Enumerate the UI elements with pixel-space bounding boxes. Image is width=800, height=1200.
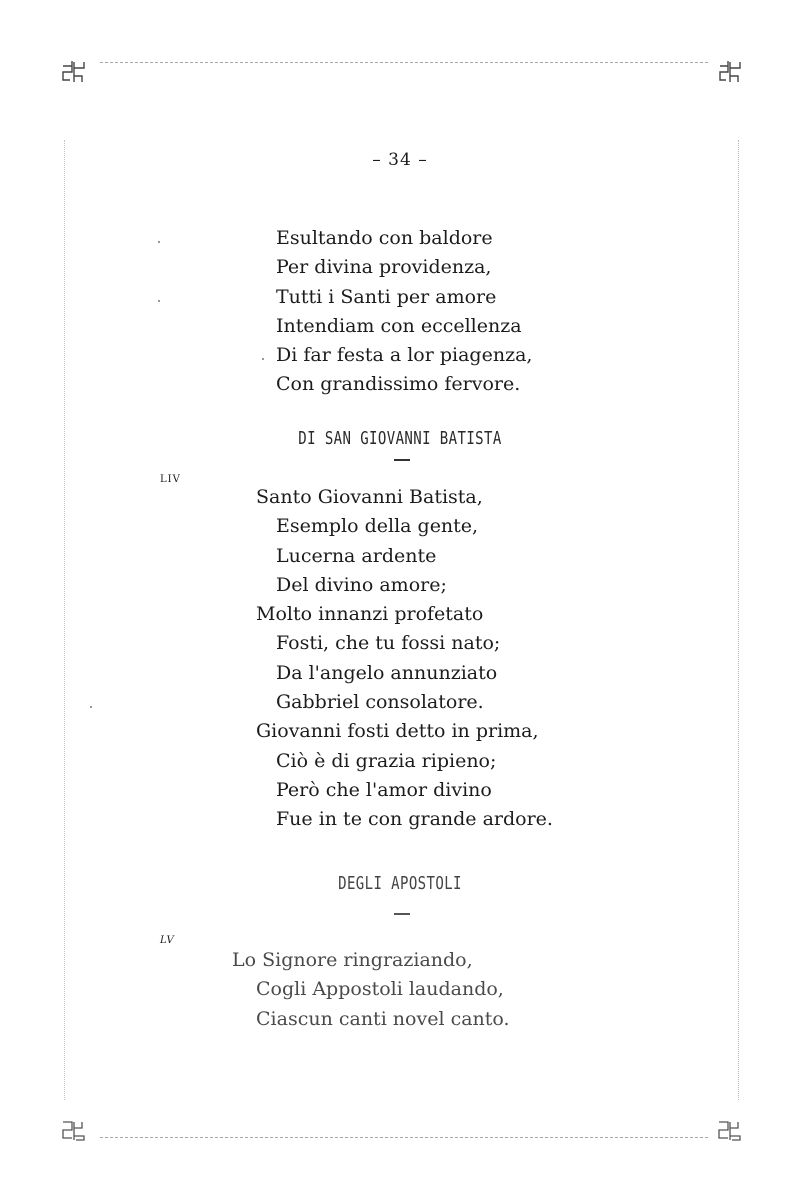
verse-line: Molto innanzi profetato — [256, 603, 484, 626]
verse-line: Con grandissimo fervore. — [276, 373, 521, 396]
verse-line: Ciascun canti novel canto. — [256, 1007, 510, 1030]
verse-line: Intendiam con eccellenza — [276, 314, 522, 337]
verse-line: Gabbriel consolatore. — [276, 691, 484, 714]
section-number: LV — [160, 935, 175, 946]
heading-dash — [394, 913, 410, 915]
section-heading: DEGLI APOSTOLI — [338, 873, 462, 894]
verse-line: Ciò è di grazia ripieno; — [276, 749, 497, 772]
frame-bottom-rule — [100, 1137, 708, 1138]
heading-dash — [394, 459, 410, 461]
verse-line: Tutti i Santi per amore — [276, 285, 497, 308]
corner-ornament-icon — [60, 1116, 88, 1144]
corner-ornament-icon — [716, 1116, 744, 1144]
paper-speck — [158, 300, 160, 302]
paper-speck — [90, 706, 92, 708]
frame-left-rule — [64, 140, 65, 1100]
verse-line: Lucerna ardente — [276, 544, 437, 567]
section-heading: DI SAN GIOVANNI BATISTA — [298, 428, 502, 449]
frame-top-rule — [100, 62, 708, 63]
verse-line: Cogli Appostoli laudando, — [256, 978, 504, 1001]
apostoli-poem — [232, 946, 510, 1034]
paper-speck — [262, 358, 264, 360]
san-giovanni-poem — [256, 483, 553, 835]
verse-line: Esemplo della gente, — [276, 515, 479, 538]
section-number: LIV — [160, 474, 181, 485]
verse-line: Fue in te con grande ardore. — [276, 808, 553, 831]
corner-ornament-icon — [716, 58, 744, 86]
verse-line: Lo Signore ringraziando, — [232, 949, 473, 971]
verse-line: Del divino amore; — [276, 573, 447, 596]
page-number: – 34 – — [372, 150, 428, 170]
frame-right-rule — [738, 140, 739, 1100]
corner-ornament-icon — [60, 58, 88, 86]
opening-stanza — [276, 224, 532, 400]
verse-line: Da l'angelo annunziato — [276, 661, 498, 684]
paper-speck — [158, 241, 160, 243]
verse-line: Esultando con baldore — [276, 227, 493, 249]
verse-line: Di far festa a lor piagenza, — [276, 344, 533, 367]
verse-line: Però che l'amor divino — [276, 778, 492, 801]
verse-line: Per divina providenza, — [276, 256, 492, 279]
verse-line: Santo Giovanni Batista, — [256, 486, 483, 508]
verse-line: Fosti, che tu fossi nato; — [276, 632, 501, 655]
verse-line: Giovanni fosti detto in prima, — [256, 720, 539, 743]
